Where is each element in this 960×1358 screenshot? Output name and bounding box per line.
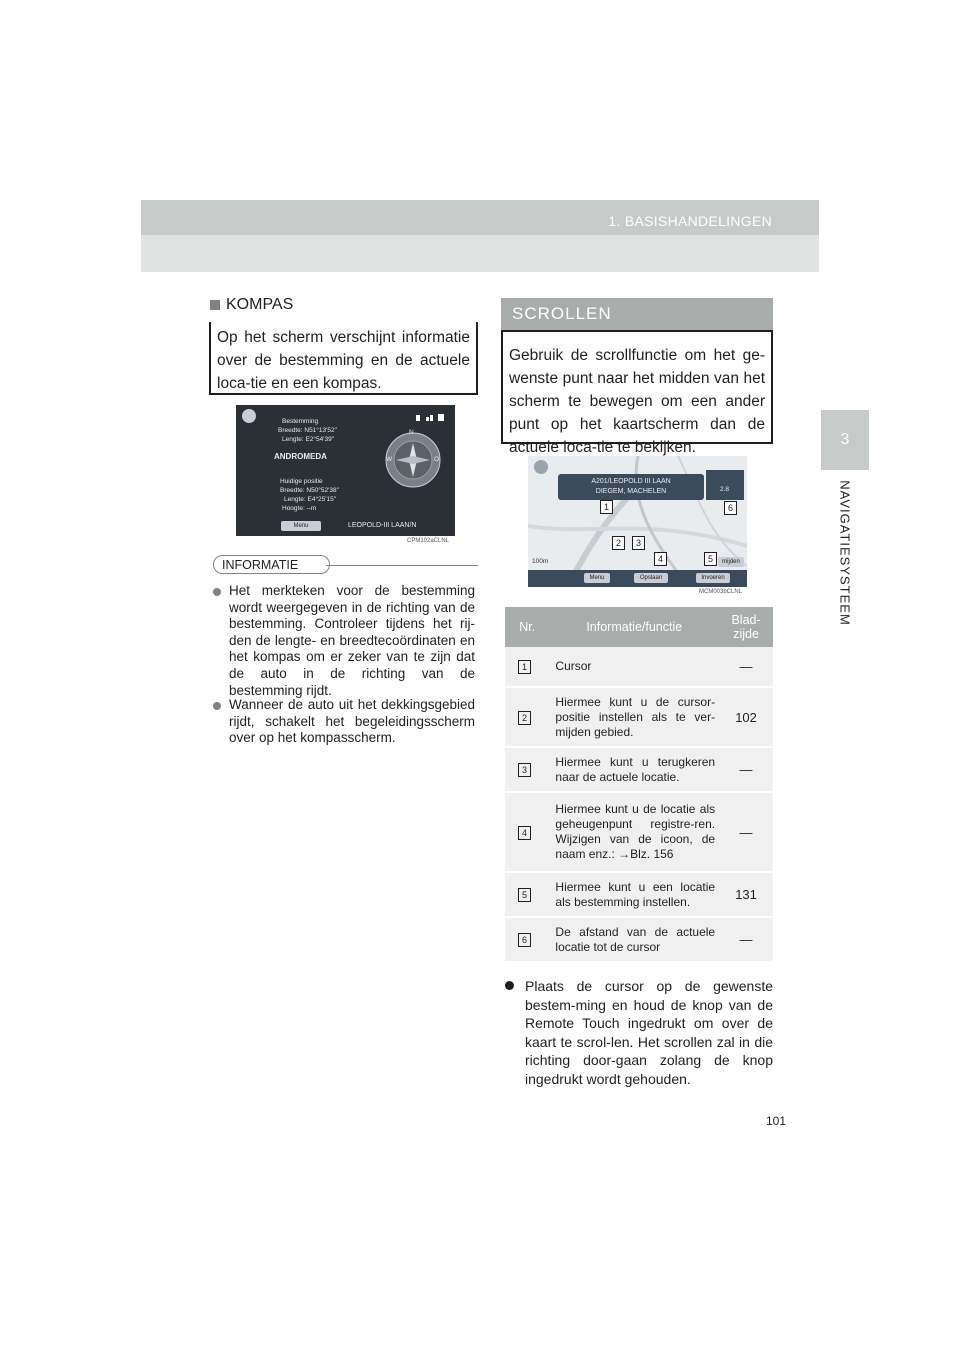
dest-name: ANDROMEDA [274, 452, 327, 461]
row-number: 5 [518, 888, 531, 902]
row-info: Hiermee kunt u de cursor-positie instellen als te ver-mijden gebied. [549, 687, 719, 747]
map-save-button: Opslaan [634, 573, 668, 583]
address-line2: DIEGEM, MACHELEN [595, 488, 667, 495]
callout-1: 1 [600, 500, 613, 514]
address-banner [558, 474, 704, 500]
scale-label: 100m [532, 558, 549, 565]
table-row [505, 647, 773, 687]
row-number: 3 [518, 763, 531, 777]
kompas-intro: Op het scherm verschijnt informatie over de bestemming en de actuele loca-tie en een kompas. [209, 322, 478, 395]
section-title: SCROLLEN [512, 304, 612, 323]
callout-4: 4 [654, 552, 667, 566]
address-line1: A201/LEOPOLD III LAAN [591, 478, 671, 485]
info-bullet-2: Wanneer de auto uit het dekkingsgebied rijdt, schakelt het begeleidingsscherm over op het kompasscherm. [213, 697, 475, 747]
map-caption: MCM003bCLNL [699, 589, 743, 595]
compass-menu-button: Menu [281, 521, 321, 531]
map-menu-button: Menu [584, 573, 610, 583]
row-number: 4 [518, 826, 531, 840]
bullet-dot-icon [213, 588, 221, 596]
pos-alt: Hoogte: --m [282, 505, 317, 512]
row-number: 6 [518, 933, 531, 947]
function-table [505, 607, 773, 963]
row-page: — [719, 917, 773, 962]
pos-lat: Breedte: N50°52'38" [280, 487, 339, 494]
compass-screenshot [236, 405, 455, 536]
row-number: 2 [518, 711, 531, 725]
compass-rose-icon [384, 431, 442, 489]
row-info: Hiermee kunt u een locatie als bestemming instellen. [549, 872, 719, 917]
row-info: Hiermee kunt u de locatie als geheugenpunt registre-ren. Wijzigen van de icoon, de naam enz.: →Blz. 156 [549, 792, 719, 872]
chapter-title: 1. BASISHANDELINGEN [608, 213, 772, 229]
row-page: — [719, 792, 773, 872]
table-row [505, 917, 773, 962]
compass-caption: CPM102aCLNL [407, 538, 450, 544]
table-row [505, 872, 773, 917]
row-page: 102 [719, 687, 773, 747]
table-row [505, 747, 773, 792]
callout-6: 6 [724, 501, 737, 515]
row-number: 1 [518, 660, 531, 674]
bullet-dot-icon [213, 702, 221, 710]
pos-label: Huidige positie [280, 478, 323, 485]
dest-label: Bestemming [282, 418, 319, 425]
scroll-bullet: Plaats de cursor op de gewenste bestem-ming en houd de knop van de Remote Touch ingedrukt om over de kaart te scrol-len. Het scrollen zal in die richting door-gaan zolang de knop ingedrukt wordt gehouden. [505, 977, 773, 1088]
info-rule [326, 565, 478, 566]
row-page: — [719, 647, 773, 687]
home-icon [242, 409, 256, 423]
street-name: LEOPOLD-III LAAN/N [348, 522, 417, 529]
zoom-readout: 2.8 [720, 486, 730, 493]
table-header-row [505, 607, 773, 647]
callout-5: 5 [704, 552, 717, 566]
table-row [505, 792, 773, 872]
row-page: 131 [719, 872, 773, 917]
pos-lon: Lengte: E4°25'15" [284, 496, 337, 503]
map-screenshot [528, 456, 747, 587]
compass-w: W [386, 456, 393, 463]
map-avoid-button: mijden [718, 557, 744, 567]
distance-panel [706, 470, 744, 500]
row-info: De afstand van de actuele locatie tot de cursor [549, 917, 719, 962]
row-page: — [719, 747, 773, 792]
compass-n: N [409, 429, 414, 436]
col-header-nr: Nr. [505, 607, 549, 647]
compass-o: O [434, 456, 440, 463]
home-icon [534, 460, 548, 474]
map-enter-button: Invoeren [696, 573, 730, 583]
col-header-page: Blad-zijde [719, 607, 773, 647]
bullet-dot-icon [505, 981, 514, 990]
info-label: INFORMATIE [213, 555, 330, 574]
square-bullet-icon [210, 300, 220, 310]
row-info: Cursor [549, 647, 719, 687]
table-row [505, 687, 773, 747]
dest-lon: Lengte: E2°54'39" [282, 436, 335, 443]
section-title-bar [501, 298, 773, 330]
scroll-intro: Gebruik de scrollfunctie om het ge-wenste punt naar het midden van het scherm te bewegen om een ander punt op het kaartscherm dan de actuele loca-tie te bekijken. [501, 332, 773, 444]
callout-2: 2 [612, 536, 625, 550]
row-info: Hiermee kunt u terugkeren naar de actuele locatie. [549, 747, 719, 792]
kompas-heading: KOMPAS [210, 296, 293, 314]
header-bar [141, 200, 819, 235]
page-number: 101 [765, 1114, 786, 1128]
chapter-tab-label: NAVIGATIESYSTEEM [837, 480, 853, 626]
col-header-info: Informatie/functie [549, 607, 719, 647]
info-bullet-1: Het merkteken voor de bestemming wordt weergegeven in de richting van de bestemming. Controleer tijdens het rij-den de lengte- en breedtecoördinaten en het kompas om er zeker van te zijn dat de auto in de richting van de bestemming rijdt. [213, 583, 475, 699]
chapter-tab-number: 3 [821, 410, 869, 470]
callout-3: 3 [632, 536, 645, 550]
status-icons [386, 408, 446, 416]
dest-lat: Breedte: N51°13'52" [278, 427, 337, 434]
